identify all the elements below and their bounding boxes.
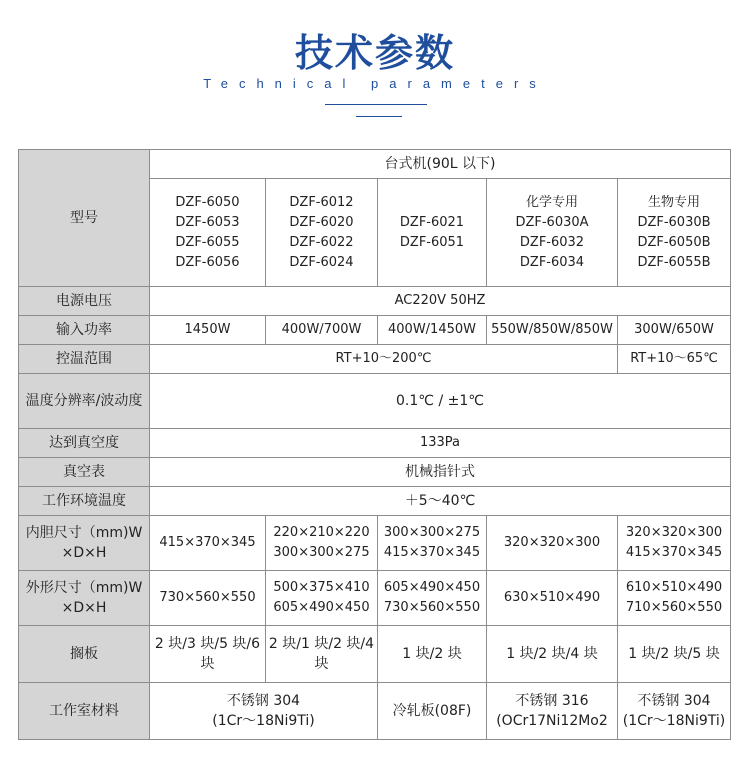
value-cell: 730×560×550 — [150, 571, 266, 626]
value-cell: 不锈钢 304 (1Cr～18Ni9Ti) — [618, 683, 731, 740]
table-row — [19, 487, 731, 516]
table-row — [19, 150, 731, 179]
table-row — [19, 626, 731, 683]
row-label: 输入功率 — [19, 316, 150, 345]
row-label: 真空表 — [19, 458, 150, 487]
value-cell: 415×370×345 — [150, 516, 266, 571]
value-cell: 133Pa — [150, 429, 731, 458]
value-cell: 400W/700W — [266, 316, 378, 345]
value-cell: 2 块/3 块/5 块/6 块 — [150, 626, 266, 683]
value-cell: 不锈钢 304 (1Cr～18Ni9Ti) — [150, 683, 378, 740]
value-cell: 630×510×490 — [487, 571, 618, 626]
table-row — [19, 458, 731, 487]
row-label: 工作环境温度 — [19, 487, 150, 516]
model-label: 型号 — [19, 150, 150, 287]
table-row — [19, 316, 731, 345]
table-row — [19, 683, 731, 740]
value-cell: RT+10～65℃ — [618, 345, 731, 374]
row-label: 电源电压 — [19, 287, 150, 316]
model-cell: 化学专用 DZF-6030A DZF-6032 DZF-6034 — [487, 179, 618, 287]
row-label: 达到真空度 — [19, 429, 150, 458]
model-cell: DZF-6050 DZF-6053 DZF-6055 DZF-6056 — [150, 179, 266, 287]
value-cell: 220×210×220 300×300×275 — [266, 516, 378, 571]
value-cell: RT+10～200℃ — [150, 345, 618, 374]
value-cell: 2 块/1 块/2 块/4 块 — [266, 626, 378, 683]
table-row — [19, 287, 731, 316]
title-divider-long — [325, 104, 427, 105]
value-cell: 610×510×490 710×560×550 — [618, 571, 731, 626]
value-cell: 320×320×300 415×370×345 — [618, 516, 731, 571]
value-cell: AC220V 50HZ — [150, 287, 731, 316]
value-cell: 1 块/2 块/5 块 — [618, 626, 731, 683]
table-row — [19, 429, 731, 458]
row-label: 控温范围 — [19, 345, 150, 374]
value-cell: 550W/850W/850W — [487, 316, 618, 345]
model-cell: DZF-6021 DZF-6051 — [378, 179, 487, 287]
model-cell: 生物专用 DZF-6030B DZF-6050B DZF-6055B — [618, 179, 731, 287]
title-divider-short — [356, 116, 402, 117]
value-cell: ＋5～40℃ — [150, 487, 731, 516]
row-label: 内胆尺寸（mm)W×D×H — [19, 516, 150, 571]
value-cell: 400W/1450W — [378, 316, 487, 345]
value-cell: 1 块/2 块 — [378, 626, 487, 683]
row-label: 温度分辨率/波动度 — [19, 374, 150, 429]
value-cell: 不锈钢 316 (OCr17Ni12Mo2 — [487, 683, 618, 740]
model-cell: DZF-6012 DZF-6020 DZF-6022 DZF-6024 — [266, 179, 378, 287]
value-cell: 300W/650W — [618, 316, 731, 345]
row-label: 工作室材料 — [19, 683, 150, 740]
value-cell: 机械指针式 — [150, 458, 731, 487]
value-cell: 320×320×300 — [487, 516, 618, 571]
page-title: 技术参数 — [294, 31, 455, 75]
value-cell: 冷轧板(08F) — [378, 683, 487, 740]
row-label: 外形尺寸（mm)W×D×H — [19, 571, 150, 626]
top-group-label: 台式机(90L 以下) — [150, 150, 731, 179]
table-row — [19, 516, 731, 571]
value-cell: 1 块/2 块/4 块 — [487, 626, 618, 683]
value-cell: 0.1℃ / ±1℃ — [150, 374, 731, 429]
table-row — [19, 345, 731, 374]
value-cell: 1450W — [150, 316, 266, 345]
table-row — [19, 374, 731, 429]
spec-table — [18, 149, 731, 740]
value-cell: 500×375×410 605×490×450 — [266, 571, 378, 626]
table-row — [19, 571, 731, 626]
page-subtitle: Technical parameters — [203, 76, 547, 91]
row-label: 搁板 — [19, 626, 150, 683]
value-cell: 605×490×450 730×560×550 — [378, 571, 487, 626]
value-cell: 300×300×275 415×370×345 — [378, 516, 487, 571]
